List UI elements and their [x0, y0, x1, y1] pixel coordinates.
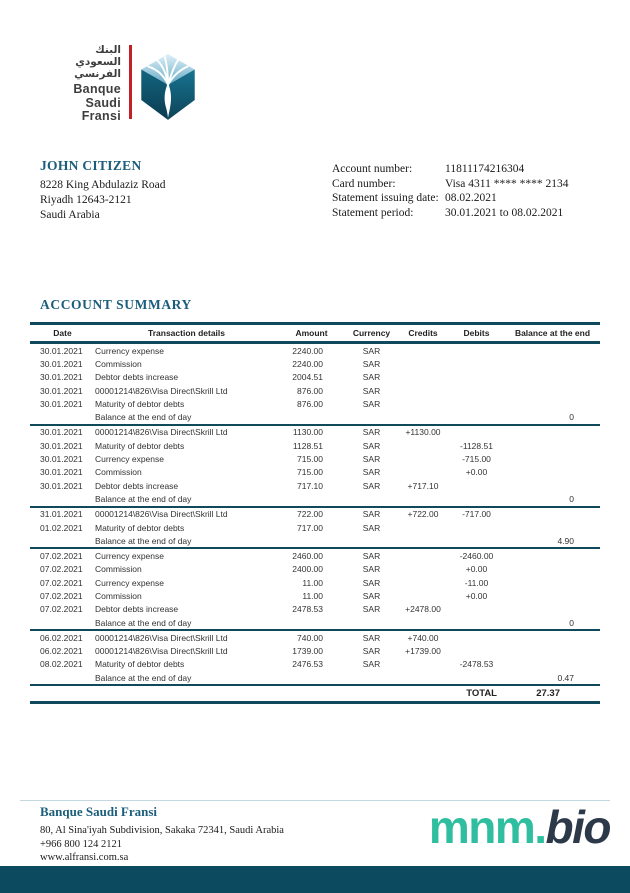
card-number-label: Card number: — [332, 177, 396, 190]
cell-debit — [448, 343, 505, 358]
transaction-row — [30, 397, 600, 410]
logo-latin-line: Banque — [73, 82, 121, 96]
cell-details: Currency expense — [95, 454, 164, 465]
cell-date: 07.02.2021 — [40, 604, 83, 615]
statement-period-value: 30.01.2021 to 08.02.2021 — [445, 206, 564, 219]
transaction-row — [30, 645, 600, 658]
cell-credit — [398, 589, 448, 602]
cell-date — [30, 492, 95, 506]
cell-credit: +722.00 — [407, 509, 439, 520]
cell-date: 30.01.2021 — [40, 427, 83, 438]
cell-balance — [505, 371, 600, 384]
cell-details: 00001214\826\Visa Direct\Skrill Ltd — [95, 427, 228, 438]
cell-date: 31.01.2021 — [40, 509, 83, 520]
cell-currency: SAR — [362, 372, 381, 383]
cell-balance — [505, 343, 600, 358]
balance-label: Balance at the end of day — [95, 535, 192, 546]
cell-currency: SAR — [362, 551, 381, 562]
cell-currency: SAR — [362, 509, 381, 520]
cell-details: Debtor debts increase — [95, 480, 179, 491]
cell-balance — [505, 479, 600, 492]
transaction-row — [30, 521, 600, 534]
account-number-label: Account number: — [332, 163, 413, 175]
cell-details: Currency expense — [95, 345, 164, 356]
cell-currency: SAR — [362, 577, 381, 588]
cell-debit — [448, 397, 505, 410]
cell-details: Commission — [95, 358, 142, 369]
cell-currency: SAR — [362, 604, 381, 615]
cell-debit — [448, 384, 505, 397]
cell-credit — [398, 563, 448, 576]
cell-currency: SAR — [362, 385, 381, 396]
transaction-group — [30, 548, 600, 630]
cell-credit — [398, 466, 448, 479]
cell-date — [30, 534, 95, 548]
cell-details: 00001214\826\Visa Direct\Skrill Ltd — [95, 632, 228, 643]
cell-date: 30.01.2021 — [40, 345, 83, 356]
total-row — [30, 685, 600, 703]
cell-amount: 717.00 — [297, 522, 323, 533]
balance-row — [30, 410, 600, 424]
cell-credit — [398, 343, 448, 358]
statement-period-row — [332, 206, 568, 221]
cell-amount: 1130.00 — [292, 427, 323, 438]
cell-currency — [345, 616, 398, 630]
cell-credit — [398, 439, 448, 452]
cell-credit — [398, 397, 448, 410]
logo-latin-line: Saudi — [85, 95, 121, 110]
transaction-row — [30, 479, 600, 492]
cell-balance — [505, 521, 600, 534]
transaction-row — [30, 630, 600, 644]
balance-value: 0.47 — [557, 672, 574, 683]
cell-balance — [505, 658, 600, 671]
cell-debit — [448, 671, 505, 685]
cell-balance — [505, 507, 600, 521]
cell-amount: 2478.53 — [292, 604, 323, 615]
balance-row — [30, 534, 600, 548]
cell-credit: +717.10 — [407, 480, 439, 491]
logo-arabic-line: البنك — [95, 44, 121, 56]
account-summary-title: ACCOUNT SUMMARY — [40, 297, 192, 312]
card-number-row — [332, 177, 568, 192]
cell-credit — [398, 357, 448, 370]
cell-currency: SAR — [362, 467, 381, 478]
customer-address-line: Riyadh 12643-2121 — [40, 194, 132, 206]
cell-debit: +0.00 — [465, 590, 488, 601]
cell-amount: 740.00 — [297, 632, 323, 643]
cell-currency: SAR — [362, 646, 381, 657]
customer-name: JOHN CITIZEN — [40, 158, 142, 173]
column-header-details: Transaction details — [148, 328, 225, 338]
cell-amount: 2400.00 — [292, 564, 323, 575]
transaction-row — [30, 589, 600, 602]
cell-date: 06.02.2021 — [40, 632, 83, 643]
cell-date: 30.01.2021 — [40, 480, 83, 491]
cell-credit — [398, 371, 448, 384]
cell-amount: 2476.53 — [292, 659, 323, 670]
cell-credit: +1130.00 — [405, 427, 441, 438]
cell-amount: 11.00 — [302, 577, 323, 588]
cell-date: 30.01.2021 — [40, 372, 83, 383]
cell-debit — [448, 410, 505, 424]
cell-date: 30.01.2021 — [40, 467, 83, 478]
statement-issuing-date-value: 08.02.2021 — [445, 192, 497, 205]
cell-balance — [505, 645, 600, 658]
cell-credit — [398, 452, 448, 465]
cell-details: Maturity of debtor debts — [95, 398, 185, 409]
cell-currency: SAR — [362, 398, 381, 409]
cell-debit: +0.00 — [465, 467, 488, 478]
cell-amount — [278, 410, 345, 424]
cell-debit — [448, 630, 505, 644]
column-header-balance: Balance at the end — [514, 328, 591, 338]
cell-debit: +0.00 — [465, 564, 488, 575]
balance-value: 4.90 — [557, 535, 574, 546]
customer-address-line: Saudi Arabia — [40, 209, 100, 221]
account-info-block — [332, 162, 568, 220]
cell-amount — [278, 534, 345, 548]
cell-details: Maturity of debtor debts — [95, 659, 185, 670]
transaction-row — [30, 357, 600, 370]
account-summary-table — [30, 322, 600, 704]
cell-currency — [345, 534, 398, 548]
cell-details: Maturity of debtor debts — [95, 522, 185, 533]
cell-balance — [505, 425, 600, 439]
cell-debit — [448, 521, 505, 534]
cell-date: 07.02.2021 — [40, 590, 83, 601]
bottom-color-bar — [0, 866, 630, 893]
cell-date: 30.01.2021 — [40, 440, 83, 451]
transaction-row — [30, 343, 600, 358]
mnm-bio-logo-green: mnm. — [428, 801, 546, 853]
cell-debit — [448, 645, 505, 658]
column-header-debits: Debits — [463, 328, 490, 338]
cell-date — [30, 616, 95, 630]
column-header-amount: Amount — [295, 328, 328, 338]
cell-currency: SAR — [362, 522, 381, 533]
cell-amount: 2004.51 — [292, 372, 323, 383]
total-value: 27.37 — [536, 688, 560, 700]
cell-amount: 2240.00 — [292, 358, 323, 369]
cell-amount — [278, 671, 345, 685]
cell-credit — [398, 534, 448, 548]
cell-credit: +2478.00 — [405, 604, 441, 615]
cell-date: 30.01.2021 — [40, 398, 83, 409]
cell-currency: SAR — [362, 564, 381, 575]
transaction-row — [30, 452, 600, 465]
cell-currency: SAR — [362, 480, 381, 491]
cell-amount: 1128.51 — [292, 440, 323, 451]
transaction-group — [30, 425, 600, 507]
balance-value: 0 — [569, 493, 574, 504]
footer-website: www.alfransi.com.sa — [40, 852, 129, 863]
cell-credit — [398, 521, 448, 534]
cell-debit — [448, 479, 505, 492]
account-number-value: 11811174216304 — [445, 163, 525, 175]
cell-amount: 722.00 — [297, 509, 323, 520]
cell-details: Currency expense — [95, 551, 164, 562]
column-header-credits: Credits — [408, 328, 438, 338]
logo-red-divider — [129, 45, 132, 119]
cell-amount: 876.00 — [297, 385, 323, 396]
cell-currency: SAR — [362, 427, 381, 438]
cell-debit — [448, 616, 505, 630]
cell-debit: -11.00 — [464, 577, 489, 588]
palm-cube-icon — [139, 45, 197, 134]
cell-balance — [505, 630, 600, 644]
cell-balance — [505, 452, 600, 465]
cell-debit — [448, 534, 505, 548]
cell-date: 07.02.2021 — [40, 577, 83, 588]
account-number-row — [332, 162, 568, 177]
cell-date: 07.02.2021 — [40, 551, 83, 562]
cell-date: 07.02.2021 — [40, 564, 83, 575]
cell-amount: 715.00 — [297, 467, 323, 478]
cell-balance — [505, 589, 600, 602]
cell-amount: 1739.00 — [292, 646, 323, 657]
cell-debit: -1128.51 — [460, 440, 493, 451]
cell-date: 08.02.2021 — [40, 659, 83, 670]
cell-amount: 715.00 — [297, 454, 323, 465]
cell-balance — [505, 466, 600, 479]
cell-credit — [398, 576, 448, 589]
cell-currency: SAR — [362, 659, 381, 670]
mnm-bio-logo — [429, 800, 610, 854]
transaction-row — [30, 384, 600, 397]
cell-credit: +740.00 — [407, 632, 439, 643]
cell-currency: SAR — [362, 345, 381, 356]
balance-label: Balance at the end of day — [95, 672, 192, 683]
cell-balance — [505, 384, 600, 397]
cell-currency: SAR — [362, 590, 381, 601]
statement-issuing-date-label: Statement issuing date: — [332, 192, 439, 205]
cell-debit: -717.00 — [462, 509, 491, 520]
cell-currency — [345, 492, 398, 506]
balance-label: Balance at the end of day — [95, 617, 192, 628]
cell-date: 01.02.2021 — [40, 522, 83, 533]
logo-arabic-line: السعودي — [75, 56, 121, 68]
cell-details: Commission — [95, 590, 142, 601]
cell-amount — [278, 616, 345, 630]
cell-date: 06.02.2021 — [40, 646, 83, 657]
balance-row — [30, 616, 600, 630]
cell-balance — [505, 439, 600, 452]
cell-details: 00001214\826\Visa Direct\Skrill Ltd — [95, 509, 228, 520]
cell-date: 30.01.2021 — [40, 358, 83, 369]
statement-period-label: Statement period: — [332, 206, 414, 219]
cell-debit: -2460.00 — [459, 551, 494, 562]
logo-latin-line: Fransi — [81, 109, 121, 123]
cell-date — [30, 671, 95, 685]
cell-credit — [398, 384, 448, 397]
statement-issuing-date-row — [332, 191, 568, 206]
transaction-row — [30, 371, 600, 384]
cell-debit — [448, 492, 505, 506]
cell-amount: 2240.00 — [292, 345, 323, 356]
cell-currency: SAR — [362, 358, 381, 369]
cell-details: Maturity of debtor debts — [95, 440, 185, 451]
cell-credit — [398, 410, 448, 424]
cell-date: 30.01.2021 — [40, 385, 83, 396]
cell-details: Debtor debts increase — [95, 604, 179, 615]
cell-details: 00001214\826\Visa Direct\Skrill Ltd — [95, 646, 228, 657]
balance-value: 0 — [569, 412, 574, 423]
cell-currency: SAR — [362, 632, 381, 643]
customer-block — [40, 158, 166, 223]
transaction-row — [30, 603, 600, 616]
transaction-row — [30, 466, 600, 479]
transaction-group — [30, 507, 600, 549]
balance-label: Balance at the end of day — [95, 493, 192, 504]
cell-currency — [345, 410, 398, 424]
cell-balance — [505, 603, 600, 616]
cell-amount: 717.10 — [297, 480, 323, 491]
transaction-row — [30, 658, 600, 671]
cell-amount: 11.00 — [302, 590, 323, 601]
transaction-group — [30, 343, 600, 425]
balance-row — [30, 671, 600, 685]
cell-debit — [448, 603, 505, 616]
cell-balance — [505, 357, 600, 370]
cell-credit — [398, 671, 448, 685]
cell-debit — [448, 357, 505, 370]
transaction-row — [30, 563, 600, 576]
total-label: TOTAL — [466, 688, 497, 700]
cell-currency: SAR — [362, 440, 381, 451]
transaction-row — [30, 576, 600, 589]
balance-row — [30, 492, 600, 506]
logo-arabic-line: الفرنسي — [74, 68, 121, 80]
transaction-row — [30, 425, 600, 439]
customer-address-line: 8228 King Abdulaziz Road — [40, 179, 166, 191]
cell-debit: -2478.53 — [459, 659, 494, 670]
cell-date: 30.01.2021 — [40, 454, 83, 465]
footer-address: 80, Al Sina'iyah Subdivision, Sakaka 72341, Saudi Arabia — [40, 825, 284, 836]
cell-credit — [398, 548, 448, 562]
cell-details: Commission — [95, 564, 142, 575]
footer-block — [40, 804, 284, 865]
balance-label: Balance at the end of day — [95, 412, 192, 423]
cell-debit — [448, 371, 505, 384]
cell-balance — [505, 563, 600, 576]
transaction-row — [30, 507, 600, 521]
cell-currency: SAR — [362, 454, 381, 465]
balance-value: 0 — [569, 617, 574, 628]
mnm-bio-logo-dark: bio — [545, 801, 610, 853]
table-total — [30, 685, 600, 703]
cell-details: 00001214\826\Visa Direct\Skrill Ltd — [95, 385, 228, 396]
cell-date — [30, 410, 95, 424]
cell-amount: 2460.00 — [292, 551, 323, 562]
cell-balance — [505, 397, 600, 410]
cell-credit — [398, 616, 448, 630]
cell-balance — [505, 576, 600, 589]
cell-balance — [505, 548, 600, 562]
cell-details: Currency expense — [95, 577, 164, 588]
cell-amount — [278, 492, 345, 506]
bank-logo-text — [45, 44, 121, 124]
cell-details: Debtor debts increase — [95, 372, 179, 383]
transaction-row — [30, 548, 600, 562]
cell-credit — [398, 658, 448, 671]
column-header-currency: Currency — [352, 328, 391, 338]
cell-details: Commission — [95, 467, 142, 478]
transaction-group — [30, 630, 600, 685]
bank-logo — [45, 44, 197, 134]
transaction-row — [30, 439, 600, 452]
table-header — [30, 324, 600, 343]
footer-phone: +966 800 124 2121 — [40, 838, 123, 850]
cell-currency — [345, 671, 398, 685]
footer-bank-name: Banque Saudi Fransi — [40, 804, 158, 819]
cell-amount: 876.00 — [297, 398, 323, 409]
cell-debit: -715.00 — [462, 454, 491, 465]
column-header-date: Date — [53, 328, 72, 338]
cell-credit — [398, 492, 448, 506]
card-number-value: Visa 4311 **** **** 2134 — [445, 177, 569, 190]
cell-debit — [448, 425, 505, 439]
cell-credit: +1739.00 — [405, 646, 441, 657]
